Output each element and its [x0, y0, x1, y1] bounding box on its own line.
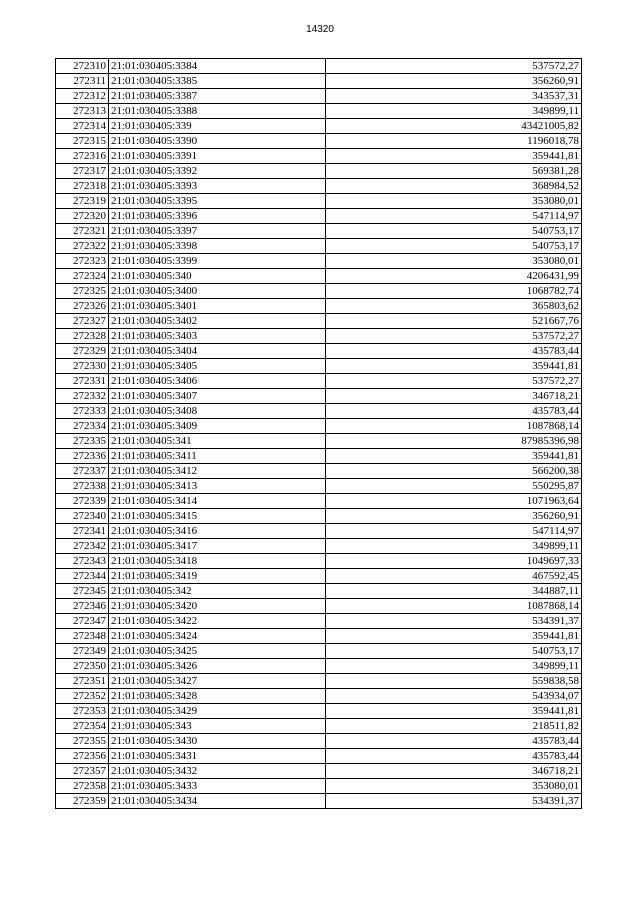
cadastral-number-cell: 21:01:030405:342 — [109, 584, 326, 599]
cadastral-value-cell: 569381,28 — [326, 164, 582, 179]
table-row — [56, 524, 582, 539]
table-row — [56, 659, 582, 674]
cadastral-number-cell: 21:01:030405:3420 — [109, 599, 326, 614]
cadastral-number-cell: 21:01:030405:3395 — [109, 194, 326, 209]
row-number-cell: 272341 — [56, 524, 109, 539]
cadastral-value-cell: 349899,11 — [326, 539, 582, 554]
cadastral-number-cell: 21:01:030405:3426 — [109, 659, 326, 674]
cadastral-number-cell: 21:01:030405:341 — [109, 434, 326, 449]
row-number-cell: 272310 — [56, 59, 109, 74]
row-number-cell: 272327 — [56, 314, 109, 329]
row-number-cell: 272323 — [56, 254, 109, 269]
row-number-cell: 272358 — [56, 779, 109, 794]
cadastral-value-cell: 435783,44 — [326, 404, 582, 419]
cadastral-number-cell: 21:01:030405:3409 — [109, 419, 326, 434]
table-row — [56, 389, 582, 404]
row-number-cell: 272319 — [56, 194, 109, 209]
cadastral-number-cell: 21:01:030405:3434 — [109, 794, 326, 809]
table-row — [56, 209, 582, 224]
cadastral-value-cell: 359441,81 — [326, 629, 582, 644]
cadastral-value-cell: 550295,87 — [326, 479, 582, 494]
cadastral-number-cell: 21:01:030405:3408 — [109, 404, 326, 419]
cadastral-number-cell: 21:01:030405:3385 — [109, 74, 326, 89]
cadastral-number-cell: 21:01:030405:340 — [109, 269, 326, 284]
cadastral-value-cell: 534391,37 — [326, 614, 582, 629]
row-number-cell: 272345 — [56, 584, 109, 599]
cadastral-value-cell: 537572,27 — [326, 59, 582, 74]
table-row — [56, 179, 582, 194]
cadastral-value-cell: 540753,17 — [326, 224, 582, 239]
cadastral-number-cell: 21:01:030405:3412 — [109, 464, 326, 479]
table-row — [56, 359, 582, 374]
table-row — [56, 119, 582, 134]
cadastral-value-cell: 359441,81 — [326, 149, 582, 164]
cadastral-value-cell: 346718,21 — [326, 764, 582, 779]
table-row — [56, 644, 582, 659]
cadastral-value-cell: 353080,01 — [326, 779, 582, 794]
cadastral-value-cell: 467592,45 — [326, 569, 582, 584]
cadastral-value-cell: 1068782,74 — [326, 284, 582, 299]
row-number-cell: 272356 — [56, 749, 109, 764]
row-number-cell: 272351 — [56, 674, 109, 689]
cadastral-number-cell: 21:01:030405:3387 — [109, 89, 326, 104]
cadastral-number-cell: 21:01:030405:3418 — [109, 554, 326, 569]
table-row — [56, 719, 582, 734]
cadastral-value-cell: 435783,44 — [326, 749, 582, 764]
table-row — [56, 689, 582, 704]
cadastral-number-cell: 21:01:030405:3392 — [109, 164, 326, 179]
row-number-cell: 272312 — [56, 89, 109, 104]
cadastral-number-cell: 21:01:030405:3422 — [109, 614, 326, 629]
cadastral-value-cell: 356260,91 — [326, 74, 582, 89]
table-row — [56, 269, 582, 284]
table-row — [56, 749, 582, 764]
cadastral-value-cell: 1196018,78 — [326, 134, 582, 149]
cadastral-value-cell: 356260,91 — [326, 509, 582, 524]
table-row — [56, 374, 582, 389]
cadastral-value-cell: 547114,97 — [326, 524, 582, 539]
cadastral-number-cell: 21:01:030405:3424 — [109, 629, 326, 644]
cadastral-value-cell: 537572,27 — [326, 374, 582, 389]
cadastral-number-cell: 21:01:030405:3399 — [109, 254, 326, 269]
cadastral-value-cell: 1071963,64 — [326, 494, 582, 509]
table-row — [56, 134, 582, 149]
row-number-cell: 272335 — [56, 434, 109, 449]
table-row — [56, 404, 582, 419]
table-row — [56, 314, 582, 329]
cadastral-number-cell: 21:01:030405:3402 — [109, 314, 326, 329]
cadastral-value-cell: 368984,52 — [326, 179, 582, 194]
cadastral-value-cell: 566200,38 — [326, 464, 582, 479]
cadastral-number-cell: 21:01:030405:3431 — [109, 749, 326, 764]
cadastral-number-cell: 21:01:030405:3430 — [109, 734, 326, 749]
cadastral-value-cell: 1087868,14 — [326, 419, 582, 434]
cadastral-number-cell: 21:01:030405:3432 — [109, 764, 326, 779]
row-number-cell: 272318 — [56, 179, 109, 194]
cadastral-number-cell: 21:01:030405:3427 — [109, 674, 326, 689]
row-number-cell: 272331 — [56, 374, 109, 389]
cadastral-number-cell: 21:01:030405:339 — [109, 119, 326, 134]
row-number-cell: 272315 — [56, 134, 109, 149]
cadastral-number-cell: 21:01:030405:3414 — [109, 494, 326, 509]
table-row — [56, 164, 582, 179]
cadastral-number-cell: 21:01:030405:3404 — [109, 344, 326, 359]
row-number-cell: 272350 — [56, 659, 109, 674]
cadastral-value-cell: 543934,07 — [326, 689, 582, 704]
row-number-cell: 272330 — [56, 359, 109, 374]
cadastral-value-cell: 353080,01 — [326, 254, 582, 269]
cadastral-number-cell: 21:01:030405:3411 — [109, 449, 326, 464]
table-row — [56, 554, 582, 569]
row-number-cell: 272320 — [56, 209, 109, 224]
cadastral-value-cell: 1049697,33 — [326, 554, 582, 569]
cadastral-value-cell: 540753,17 — [326, 644, 582, 659]
row-number-cell: 272316 — [56, 149, 109, 164]
row-number-cell: 272333 — [56, 404, 109, 419]
cadastral-value-cell: 359441,81 — [326, 359, 582, 374]
cadastral-number-cell: 21:01:030405:3400 — [109, 284, 326, 299]
table-row — [56, 674, 582, 689]
table-row — [56, 494, 582, 509]
row-number-cell: 272324 — [56, 269, 109, 284]
row-number-cell: 272326 — [56, 299, 109, 314]
row-number-cell: 272313 — [56, 104, 109, 119]
cadastral-value-cell: 43421005,82 — [326, 119, 582, 134]
row-number-cell: 272321 — [56, 224, 109, 239]
table-row — [56, 149, 582, 164]
row-number-cell: 272338 — [56, 479, 109, 494]
cadastral-value-cell: 365803,62 — [326, 299, 582, 314]
cadastral-value-cell: 353080,01 — [326, 194, 582, 209]
row-number-cell: 272347 — [56, 614, 109, 629]
cadastral-number-cell: 21:01:030405:3425 — [109, 644, 326, 659]
row-number-cell: 272344 — [56, 569, 109, 584]
cadastral-value-cell: 534391,37 — [326, 794, 582, 809]
table-row — [56, 629, 582, 644]
row-number-cell: 272339 — [56, 494, 109, 509]
cadastral-number-cell: 21:01:030405:3390 — [109, 134, 326, 149]
cadastral-number-cell: 21:01:030405:3417 — [109, 539, 326, 554]
cadastral-value-cell: 218511,82 — [326, 719, 582, 734]
cadastral-number-cell: 21:01:030405:3384 — [109, 59, 326, 74]
row-number-cell: 272337 — [56, 464, 109, 479]
row-number-cell: 272340 — [56, 509, 109, 524]
cadastral-number-cell: 21:01:030405:3391 — [109, 149, 326, 164]
table-row — [56, 419, 582, 434]
cadastral-value-cell: 349899,11 — [326, 659, 582, 674]
table-row — [56, 89, 582, 104]
cadastral-number-cell: 21:01:030405:343 — [109, 719, 326, 734]
row-number-cell: 272353 — [56, 704, 109, 719]
table-row — [56, 569, 582, 584]
table-row — [56, 329, 582, 344]
row-number-cell: 272322 — [56, 239, 109, 254]
table-row — [56, 734, 582, 749]
cadastral-value-cell: 4206431,99 — [326, 269, 582, 284]
table-row — [56, 194, 582, 209]
row-number-cell: 272357 — [56, 764, 109, 779]
cadastral-number-cell: 21:01:030405:3406 — [109, 374, 326, 389]
cadastral-number-cell: 21:01:030405:3388 — [109, 104, 326, 119]
row-number-cell: 272354 — [56, 719, 109, 734]
cadastral-value-cell: 87985396,98 — [326, 434, 582, 449]
cadastral-number-cell: 21:01:030405:3415 — [109, 509, 326, 524]
table-row — [56, 284, 582, 299]
row-number-cell: 272355 — [56, 734, 109, 749]
table-row — [56, 74, 582, 89]
row-number-cell: 272348 — [56, 629, 109, 644]
table-row — [56, 779, 582, 794]
cadastral-value-cell: 359441,81 — [326, 449, 582, 464]
row-number-cell: 272346 — [56, 599, 109, 614]
row-number-cell: 272329 — [56, 344, 109, 359]
table-row — [56, 599, 582, 614]
cadastral-value-cell: 435783,44 — [326, 344, 582, 359]
cadastral-value-table — [55, 58, 582, 809]
table-row — [56, 539, 582, 554]
table-row — [56, 464, 582, 479]
row-number-cell: 272332 — [56, 389, 109, 404]
row-number-cell: 272359 — [56, 794, 109, 809]
table-row — [56, 509, 582, 524]
cadastral-number-cell: 21:01:030405:3396 — [109, 209, 326, 224]
row-number-cell: 272352 — [56, 689, 109, 704]
table-row — [56, 434, 582, 449]
cadastral-value-cell: 359441,81 — [326, 704, 582, 719]
table-body — [56, 59, 582, 809]
table-row — [56, 224, 582, 239]
row-number-cell: 272334 — [56, 419, 109, 434]
table-row — [56, 449, 582, 464]
cadastral-value-cell: 435783,44 — [326, 734, 582, 749]
cadastral-number-cell: 21:01:030405:3405 — [109, 359, 326, 374]
cadastral-number-cell: 21:01:030405:3419 — [109, 569, 326, 584]
row-number-cell: 272349 — [56, 644, 109, 659]
table-row — [56, 104, 582, 119]
cadastral-value-cell: 559838,58 — [326, 674, 582, 689]
cadastral-value-cell: 1087868,14 — [326, 599, 582, 614]
cadastral-number-cell: 21:01:030405:3393 — [109, 179, 326, 194]
cadastral-number-cell: 21:01:030405:3398 — [109, 239, 326, 254]
cadastral-number-cell: 21:01:030405:3407 — [109, 389, 326, 404]
cadastral-number-cell: 21:01:030405:3416 — [109, 524, 326, 539]
cadastral-value-cell: 346718,21 — [326, 389, 582, 404]
cadastral-value-cell: 349899,11 — [326, 104, 582, 119]
table-row — [56, 344, 582, 359]
row-number-cell: 272317 — [56, 164, 109, 179]
table-row — [56, 239, 582, 254]
row-number-cell: 272336 — [56, 449, 109, 464]
cadastral-value-cell: 343537,31 — [326, 89, 582, 104]
table-row — [56, 794, 582, 809]
cadastral-number-cell: 21:01:030405:3429 — [109, 704, 326, 719]
table-row — [56, 479, 582, 494]
cadastral-number-cell: 21:01:030405:3397 — [109, 224, 326, 239]
page-number: 14320 — [306, 24, 334, 35]
cadastral-number-cell: 21:01:030405:3403 — [109, 329, 326, 344]
row-number-cell: 272314 — [56, 119, 109, 134]
cadastral-value-cell: 547114,97 — [326, 209, 582, 224]
cadastral-value-cell: 344887,11 — [326, 584, 582, 599]
table-row — [56, 254, 582, 269]
row-number-cell: 272311 — [56, 74, 109, 89]
cadastral-number-cell: 21:01:030405:3413 — [109, 479, 326, 494]
table-row — [56, 614, 582, 629]
row-number-cell: 272343 — [56, 554, 109, 569]
table-row — [56, 59, 582, 74]
cadastral-value-cell: 521667,76 — [326, 314, 582, 329]
table-row — [56, 584, 582, 599]
row-number-cell: 272328 — [56, 329, 109, 344]
cadastral-number-cell: 21:01:030405:3428 — [109, 689, 326, 704]
row-number-cell: 272342 — [56, 539, 109, 554]
cadastral-value-cell: 537572,27 — [326, 329, 582, 344]
table-row — [56, 299, 582, 314]
cadastral-number-cell: 21:01:030405:3433 — [109, 779, 326, 794]
table-row — [56, 704, 582, 719]
row-number-cell: 272325 — [56, 284, 109, 299]
table-row — [56, 764, 582, 779]
cadastral-number-cell: 21:01:030405:3401 — [109, 299, 326, 314]
cadastral-value-cell: 540753,17 — [326, 239, 582, 254]
